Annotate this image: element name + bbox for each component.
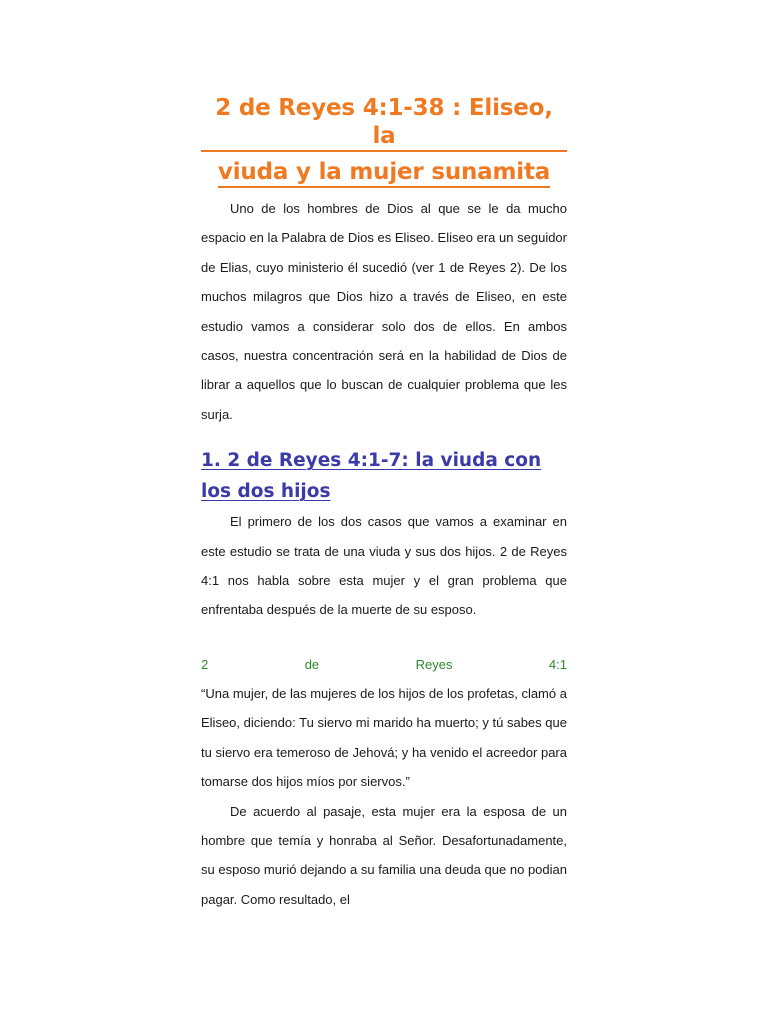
section-heading-1[interactable]: 1. 2 de Reyes 4:1-7: la viuda con los dos hijos [201,450,542,503]
document-content [201,94,567,914]
reference-word-4: 4:1 [548,656,567,672]
title-line-1: 2 de Reyes 4:1-38 : Eliseo, la [201,94,567,152]
intro-paragraph: Uno de los hombres de Dios al que se le da mucho espacio en la Palabra de Dios es Eliseo. Eliseo era un seguidor de Elias, cuyo ministerio él sucedió (ver 1 de Reyes 2). De los muchos milagros que Dios hizo a través de Eliseo, en este estudio vamos a considerar solo dos de ellos. En ambos casos, nuestra concentración será en la habilidad de Dios de librar a aquellos que lo buscan de cualquier problema que les surja. [201,201,567,422]
reference-word-3: Reyes [415,656,453,672]
reference-word-2: de [304,656,320,672]
section-1-paragraph-2: De acuerdo al pasaje, esta mujer era la esposa de un hombre que temía y honraba al Señor. Desafortunadamente, su esposo murió dejando a su familia una deuda que no podian pagar. Como resultado, el [201,803,567,907]
section-1-paragraph: El primero de los dos casos que vamos a examinar en este estudio se trata de una viuda y sus dos hijos. 2 de Reyes 4:1 nos habla sobre esta mujer y el gran problema que enfrentaba después de la muerte de su esposo. [201,514,567,618]
scripture-quote: “Una mujer, de las mujeres de los hijos de los profetas, clamó a Eliseo, diciendo: Tu siervo mi marido ha muerto; y tú sabes que tu siervo era temeroso de Jehová; y ha venido el acreedor para tomarse dos hijos míos por siervos.” [201,685,567,790]
reference-word-1: 2 [201,656,209,672]
document-title [201,94,567,188]
scripture-reference [201,650,567,679]
title-line-2: viuda y la mujer sunamita [218,158,550,188]
